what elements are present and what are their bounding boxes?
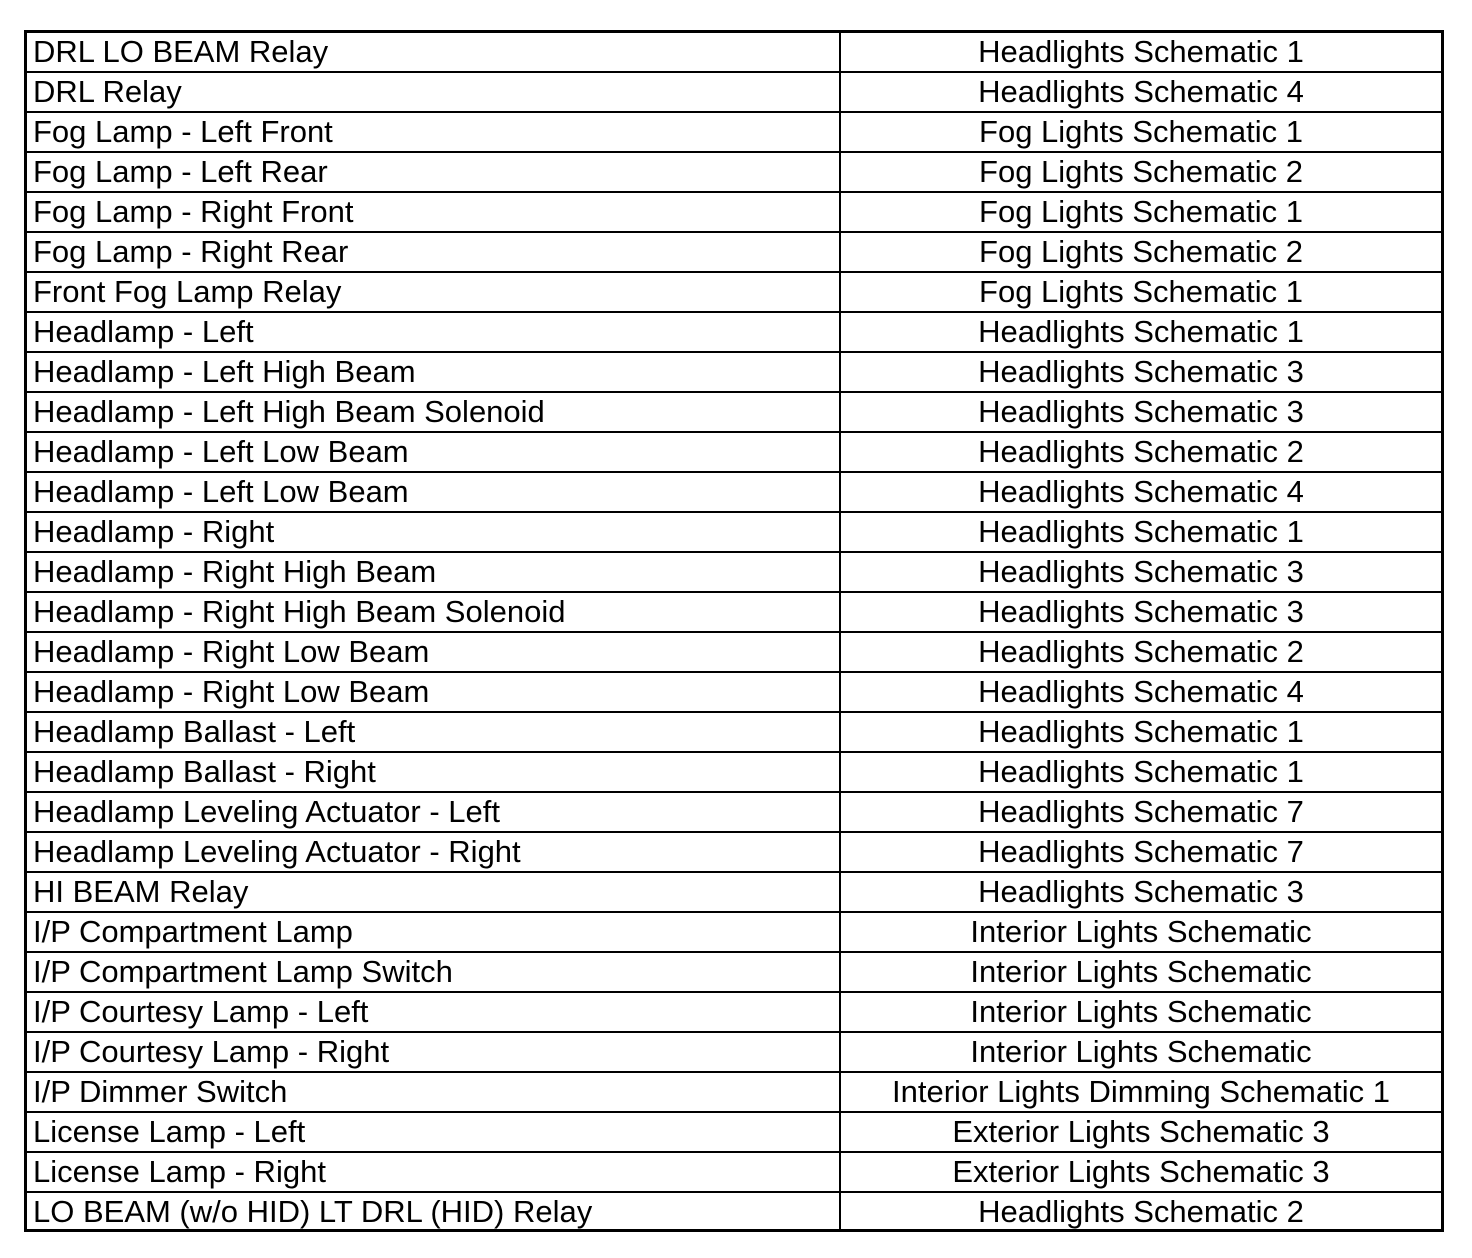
table-row (27, 872, 1441, 912)
component-name-cell: Headlamp - Right High Beam (27, 552, 840, 592)
table-row (27, 1072, 1441, 1112)
table-row (27, 1032, 1441, 1072)
schematic-reference-cell: Interior Lights Schematic (840, 952, 1441, 992)
schematic-reference-cell: Interior Lights Schematic (840, 1032, 1441, 1072)
schematic-reference-cell: Headlights Schematic 3 (840, 872, 1441, 912)
component-name-cell: Headlamp - Left High Beam Solenoid (27, 392, 840, 432)
table-row (27, 33, 1441, 72)
component-name-cell: Headlamp - Right High Beam Solenoid (27, 592, 840, 632)
schematic-reference-cell: Headlights Schematic 1 (840, 752, 1441, 792)
schematic-reference-cell: Headlights Schematic 7 (840, 792, 1441, 832)
schematic-reference-cell: Fog Lights Schematic 1 (840, 192, 1441, 232)
component-reference-table (27, 33, 1441, 1231)
component-name-cell: I/P Dimmer Switch (27, 1072, 840, 1112)
schematic-reference-cell: Headlights Schematic 3 (840, 352, 1441, 392)
schematic-reference-cell: Headlights Schematic 4 (840, 472, 1441, 512)
schematic-reference-cell: Headlights Schematic 4 (840, 72, 1441, 112)
component-name-cell: I/P Courtesy Lamp - Right (27, 1032, 840, 1072)
schematic-reference-cell: Exterior Lights Schematic 3 (840, 1112, 1441, 1152)
component-index-sheet (24, 30, 1444, 1232)
component-name-cell: Headlamp - Right Low Beam (27, 632, 840, 672)
table-row (27, 472, 1441, 512)
component-name-cell: License Lamp - Right (27, 1152, 840, 1192)
schematic-reference-cell: Headlights Schematic 2 (840, 432, 1441, 472)
schematic-reference-cell: Headlights Schematic 3 (840, 392, 1441, 432)
schematic-reference-cell: Exterior Lights Schematic 3 (840, 1152, 1441, 1192)
table-row (27, 392, 1441, 432)
schematic-reference-cell: Fog Lights Schematic 2 (840, 232, 1441, 272)
table-row (27, 432, 1441, 472)
schematic-reference-cell: Headlights Schematic 1 (978, 34, 1304, 69)
component-name-cell: Headlamp - Left Low Beam (27, 472, 840, 512)
component-name-cell: DRL Relay (27, 72, 840, 112)
table-row (27, 552, 1441, 592)
table-row (27, 112, 1441, 152)
component-name-cell: Fog Lamp - Left Front (27, 112, 840, 152)
table-row (27, 992, 1441, 1032)
schematic-reference-cell: Headlights Schematic 7 (840, 832, 1441, 872)
component-name-cell: Headlamp Ballast - Left (27, 712, 840, 752)
schematic-reference-cell: Fog Lights Schematic 1 (840, 112, 1441, 152)
table-row (27, 592, 1441, 632)
schematic-reference-cell: Fog Lights Schematic 2 (840, 152, 1441, 192)
table-row (27, 632, 1441, 672)
table-row (27, 712, 1441, 752)
component-name-cell: I/P Courtesy Lamp - Left (27, 992, 840, 1032)
component-name-cell: License Lamp - Left (27, 1112, 840, 1152)
component-name-cell: Headlamp - Right Low Beam (27, 672, 840, 712)
table-body (27, 33, 1441, 1231)
table-row (27, 1152, 1441, 1192)
table-row (27, 672, 1441, 712)
component-name-cell: Headlamp Ballast - Right (27, 752, 840, 792)
table-row (27, 1112, 1441, 1152)
schematic-reference-cell: Interior Lights Dimming Schematic 1 (840, 1072, 1441, 1112)
table-row (27, 512, 1441, 552)
table-row (27, 952, 1441, 992)
schematic-reference-cell: Interior Lights Schematic (840, 992, 1441, 1032)
schematic-reference-cell: Headlights Schematic 2 (840, 632, 1441, 672)
table-row (27, 232, 1441, 272)
schematic-reference-cell: Headlights Schematic 1 (840, 312, 1441, 352)
component-name-cell: Headlamp - Left Low Beam (27, 432, 840, 472)
component-name-cell: Headlamp Leveling Actuator - Right (27, 832, 840, 872)
component-name-cell: Front Fog Lamp Relay (27, 272, 840, 312)
component-name-cell: Headlamp - Left (27, 312, 840, 352)
schematic-reference-cell: Headlights Schematic 3 (840, 592, 1441, 632)
component-name-cell: Headlamp Leveling Actuator - Left (27, 792, 840, 832)
schematic-reference-cell: Interior Lights Schematic (840, 912, 1441, 952)
table-row (27, 152, 1441, 192)
component-name-cell: Fog Lamp - Left Rear (27, 152, 840, 192)
schematic-reference-cell: Fog Lights Schematic 1 (840, 272, 1441, 312)
table-row (27, 792, 1441, 832)
component-name-cell: LO BEAM (w/o HID) LT DRL (HID) Relay (27, 1192, 840, 1231)
schematic-reference-cell: Headlights Schematic 2 (840, 1192, 1441, 1231)
table-row (27, 312, 1441, 352)
schematic-reference-cell: Headlights Schematic 3 (840, 552, 1441, 592)
component-name-cell: I/P Compartment Lamp (27, 912, 840, 952)
component-name-cell: Headlamp - Left High Beam (27, 352, 840, 392)
component-name-cell: HI BEAM Relay (27, 872, 840, 912)
table-row (27, 72, 1441, 112)
table-row (27, 1192, 1441, 1231)
table-row (27, 192, 1441, 232)
table-row (27, 352, 1441, 392)
schematic-reference-cell: Headlights Schematic 1 (840, 712, 1441, 752)
component-name-cell: Fog Lamp - Right Front (27, 192, 840, 232)
component-name-cell: DRL LO BEAM Relay (27, 33, 840, 72)
table-row (27, 752, 1441, 792)
table-row (27, 272, 1441, 312)
table-row (27, 832, 1441, 872)
component-name-cell: Headlamp - Right (27, 512, 840, 552)
schematic-reference-cell: Headlights Schematic 4 (840, 672, 1441, 712)
component-name-cell: Fog Lamp - Right Rear (27, 232, 840, 272)
schematic-reference-cell: Headlights Schematic 1 (840, 512, 1441, 552)
component-name-cell: I/P Compartment Lamp Switch (27, 952, 840, 992)
table-row (27, 912, 1441, 952)
